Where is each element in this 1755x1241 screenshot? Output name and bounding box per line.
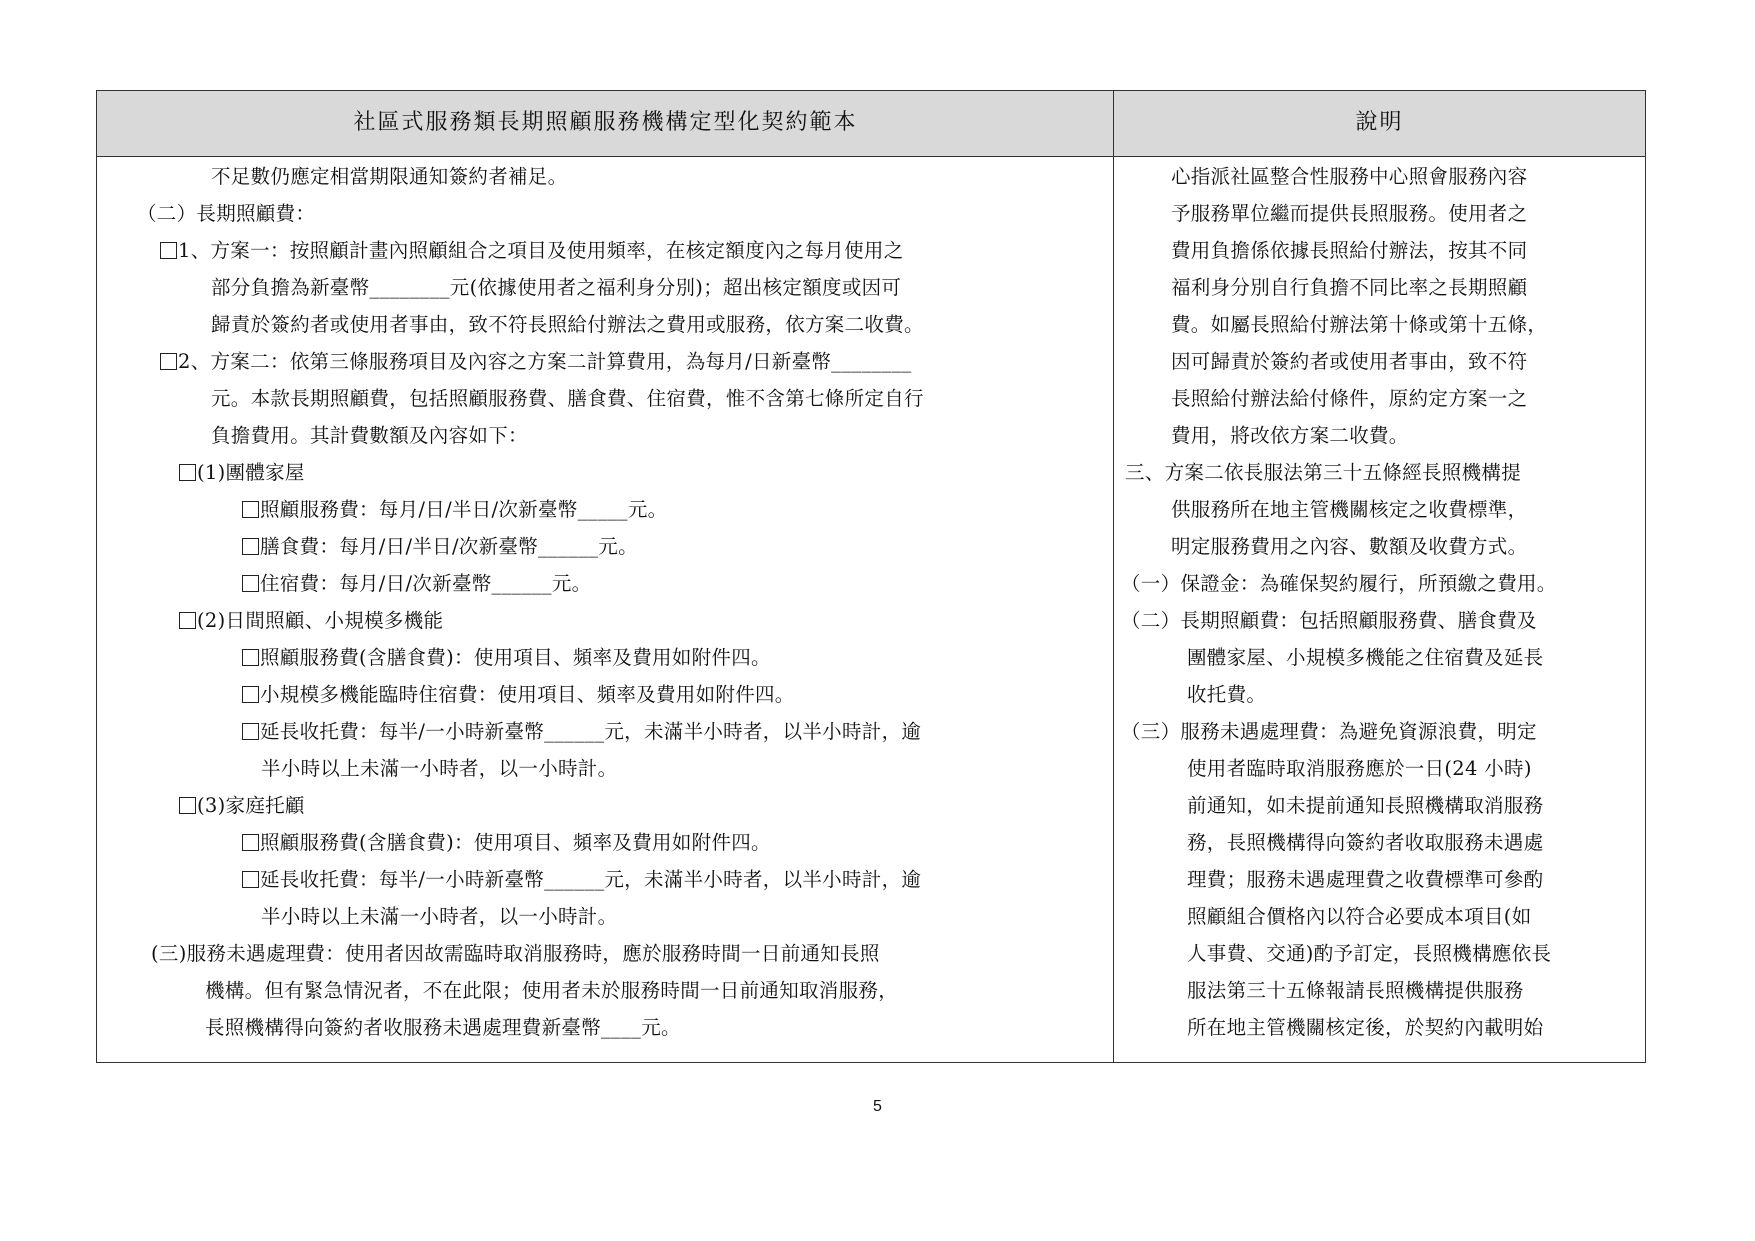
- explanation-line: 三、方案二依長服法第三十五條經長照機構提: [1125, 461, 1522, 484]
- contract-line: 半小時以上未滿一小時者，以一小時計。: [261, 905, 618, 928]
- contract-line: 歸責於簽約者或使用者事由，致不符長照給付辦法之費用或服務，依方案二收費。: [211, 313, 924, 336]
- explanation-line: （二）長期照顧費：包括照顧服務費、膳食費及: [1121, 609, 1537, 632]
- explanation-line: 費。如屬長照給付辦法第十條或第十五條，: [1171, 313, 1548, 336]
- contract-line: 照顧服務費(含膳食費)：使用項目、頻率及費用如附件四。: [242, 825, 771, 861]
- checkbox-icon[interactable]: [179, 464, 196, 481]
- checkbox-icon[interactable]: [242, 834, 259, 851]
- contract-line: 2、方案二：依第三條服務項目及內容之方案二計算費用，為每月/日新臺幣________: [160, 344, 912, 380]
- explanation-line: 心指派社區整合性服務中心照會服務內容: [1171, 165, 1528, 188]
- explanation-title: 說明: [1355, 110, 1404, 135]
- explanation-line: 長照給付辦法給付條件，原約定方案一之: [1171, 387, 1528, 410]
- contract-line: 照顧服務費(含膳食費)：使用項目、頻率及費用如附件四。: [242, 640, 771, 676]
- contract-line: (3)家庭托顧: [179, 788, 305, 824]
- explanation-line: 務，長照機構得向簽約者收取服務未遇處: [1187, 831, 1544, 854]
- contract-line: 照顧服務費：每月/日/半日/次新臺幣_____元。: [242, 492, 667, 528]
- explanation-line: 予服務單位繼而提供長照服務。使用者之: [1171, 202, 1528, 225]
- contract-line: 延長收托費：每半/一小時新臺幣______元，未滿半小時者，以半小時計，逾: [242, 862, 921, 898]
- contract-line: 半小時以上未滿一小時者，以一小時計。: [261, 757, 618, 780]
- contract-line: 小規模多機能臨時住宿費：使用項目、頻率及費用如附件四。: [242, 677, 795, 713]
- contract-line: (2)日間照顧、小規模多機能: [179, 603, 443, 639]
- contract-line: 部分負擔為新臺幣________元(依據使用者之福利身分別)；超出核定額度或因可: [211, 276, 902, 299]
- contract-table: [96, 90, 1646, 1063]
- checkbox-icon[interactable]: [160, 242, 177, 259]
- checkbox-icon[interactable]: [242, 686, 259, 703]
- explanation-line: 明定服務費用之內容、數額及收費方式。: [1171, 535, 1528, 558]
- explanation-line: 使用者臨時取消服務應於一日(24 小時): [1187, 757, 1532, 780]
- explanation-line: 團體家屋、小規模多機能之住宿費及延長: [1187, 646, 1544, 669]
- contract-line: (三)服務未遇處理費：使用者因故需臨時取消服務時，應於服務時間一日前通知長照: [151, 942, 880, 965]
- checkbox-icon[interactable]: [179, 797, 196, 814]
- explanation-line: 照顧組合價格內以符合必要成本項目(如: [1187, 905, 1532, 928]
- checkbox-icon[interactable]: [242, 871, 259, 888]
- contract-line: 長照機構得向簽約者收服務未遇處理費新臺幣____元。: [205, 1016, 681, 1039]
- explanation-line: 人事費、交通)酌予訂定，長照機構應依長: [1187, 942, 1552, 965]
- contract-line: 機構。但有緊急情況者，不在此限；使用者未於服務時間一日前通知取消服務，: [205, 979, 899, 1002]
- explanation-line: 供服務所在地主管機關核定之收費標準，: [1171, 498, 1528, 521]
- explanation-line: 前通知，如未提前通知長照機構取消服務: [1187, 794, 1544, 817]
- table-header: [97, 91, 1645, 157]
- checkbox-icon[interactable]: [242, 575, 259, 592]
- contract-line: 不足數仍應定相當期限通知簽約者補足。: [211, 165, 568, 188]
- explanation-line: 理費；服務未遇處理費之收費標準可參酌: [1187, 868, 1544, 891]
- contract-line: 膳食費：每月/日/半日/次新臺幣______元。: [242, 529, 638, 565]
- explanation-line: 因可歸責於簽約者或使用者事由，致不符: [1171, 350, 1528, 373]
- explanation-line: （一）保證金：為確保契約履行，所預繳之費用。: [1121, 572, 1557, 595]
- column-divider: [1113, 91, 1114, 1062]
- explanation-line: （三）服務未遇處理費：為避免資源浪費，明定: [1121, 720, 1537, 743]
- explanation-line: 福利身分別自行負擔不同比率之長期照顧: [1171, 276, 1528, 299]
- checkbox-icon[interactable]: [179, 612, 196, 629]
- page-number: 5: [873, 1098, 882, 1115]
- contract-line: （二）長期照顧費：: [137, 202, 316, 225]
- explanation-line: 費用，將改依方案二收費。: [1171, 424, 1409, 447]
- checkbox-icon[interactable]: [242, 501, 259, 518]
- contract-line: 元。本款長期照顧費，包括照顧服務費、膳食費、住宿費，惟不含第七條所定自行: [211, 387, 924, 410]
- contract-line: 1、方案一：按照顧計畫內照顧組合之項目及使用頻率，在核定額度內之每月使用之: [160, 233, 904, 269]
- explanation-line: 收托費。: [1187, 683, 1267, 706]
- contract-line: 負擔費用。其計費數額及內容如下：: [211, 424, 528, 447]
- checkbox-icon[interactable]: [160, 353, 177, 370]
- contract-line: (1)團體家屋: [179, 455, 305, 491]
- explanation-line: 服法第三十五條報請長照機構提供服務: [1187, 979, 1524, 1002]
- checkbox-icon[interactable]: [242, 649, 259, 666]
- checkbox-icon[interactable]: [242, 723, 259, 740]
- explanation-line: 費用負擔係依據長照給付辦法，按其不同: [1171, 239, 1528, 262]
- contract-line: 延長收托費：每半/一小時新臺幣______元，未滿半小時者，以半小時計，逾: [242, 714, 921, 750]
- checkbox-icon[interactable]: [242, 538, 259, 555]
- contract-title: 社區式服務類長期照顧服務機構定型化契約範本: [353, 110, 858, 135]
- contract-line: 住宿費：每月/日/次新臺幣______元。: [242, 566, 591, 602]
- explanation-line: 所在地主管機關核定後，於契約內載明始: [1187, 1016, 1544, 1039]
